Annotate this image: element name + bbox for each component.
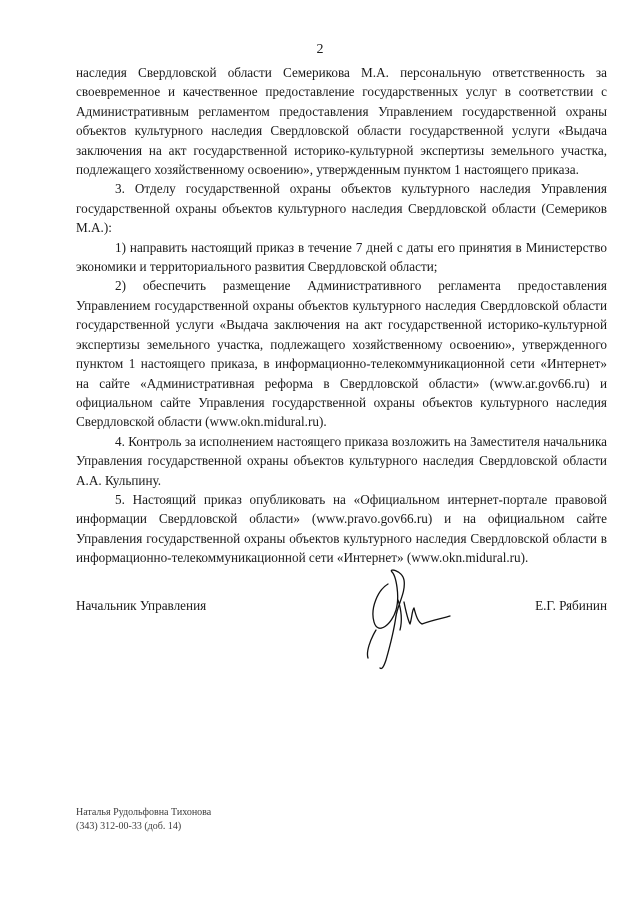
signer-position: Начальник Управления (76, 598, 207, 613)
paragraph-subitem-2: 2) обеспечить размещение Административного регламента предоставления Управлением государственной охраны объектов культурного наследия Свердловской области государственной услуги «Выдача заключения на акт государственной историко-культурной экспертизы земельного участка, подлежащего хозяйственному освоению», утвержденного пунктом 1 настоящего приказа, в информационно-телекоммуникационной сети «Интернет» на сайте «Административная реформа в Свердловской области» (www.ar.gov66.ru) и официальном сайте Управления государственной охраны объектов культурного наследия Свердловской области (www.okn.midural.ru). (76, 278, 607, 430)
paragraph-subitem-1: 1) направить настоящий приказ в течение 7 дней с даты его принятия в Министерство экономики и территориального развития Свердловской области; (76, 239, 607, 275)
signer-name: Е.Г. Рябинин (535, 598, 607, 613)
signature-block (76, 596, 607, 618)
document-body (76, 63, 607, 568)
paragraph-continuation: наследия Свердловской области Семерикова М.А. персональную ответственность за своевременное и качественное предоставление государственных услуг в соответствии с Административным регламентом предоставления Управлением государственной охраны объектов культурного наследия Свердловской области государственной услуги «Выдача заключения на акт государственной историко-культурной экспертизы земельного участка, подлежащего хозяйственному освоению», утвержденным пунктом 1 настоящего приказа. (76, 65, 607, 178)
paragraph-item-3: 3. Отделу государственной охраны объектов культурного наследия Управления государственной охраны объектов культурного наследия Свердловской области (Семериков М.А.): (76, 181, 607, 236)
paragraph-item-4: 4. Контроль за исполнением настоящего приказа возложить на Заместителя начальника Управления государственной охраны объектов культурного наследия Свердловской области А.А. Кульпину. (76, 433, 607, 488)
footer-contact (76, 806, 211, 834)
contact-name: Наталья Рудольфовна Тихонова (76, 807, 212, 818)
paragraph-item-5: 5. Настоящий приказ опубликовать на «Официальном интернет-портале правовой информации Свердловской области» (www.pravo.gov66.ru) и на официальном сайте Управления государственной охраны объектов культурного наследия Свердловской области в информационно-телекоммуникационной сети «Интернет» (www.okn.midural.ru). (76, 491, 607, 566)
contact-phone: (343) 312-00-33 (доб. 14) (76, 821, 182, 832)
page-number: 2 (316, 42, 324, 57)
